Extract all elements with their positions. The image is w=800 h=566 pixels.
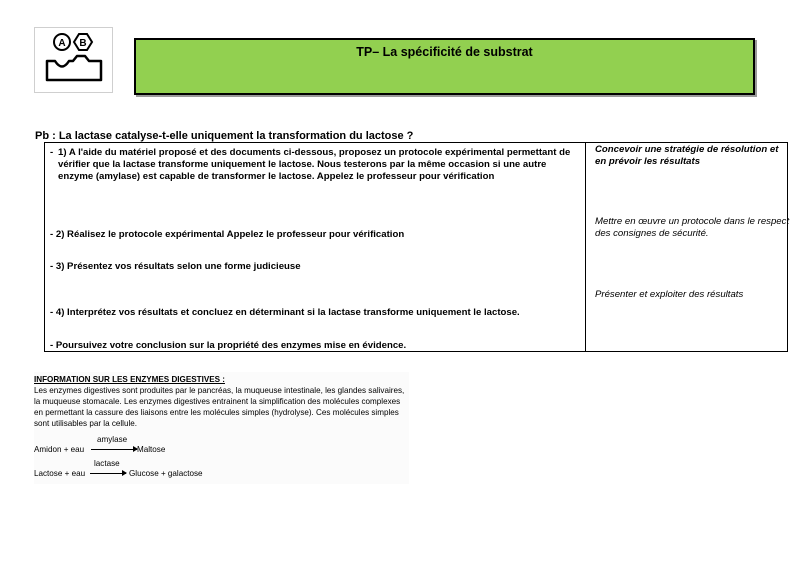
task-1-text: 1) A l'aide du matériel proposé et des documents ci-dessous, proposez un protocole expérimental permettant de vérifier que la lactase transforme uniquement le lactose. Nous testerons par la même occasion si une autre enzyme (amylase) est capable de transformer le lactose. Appelez le professeur pour vérification	[58, 147, 571, 182]
reaction-2-products: Glucose + galactose	[129, 469, 203, 478]
task-5: - Poursuivez votre conclusion sur la propriété des enzymes mise en évidence.	[50, 340, 407, 351]
task-2: - 2) Réalisez le protocole expérimental Appelez le professeur pour vérification	[50, 229, 405, 240]
reaction-1-products: Maltose	[137, 445, 166, 454]
enzyme-info-box	[34, 372, 409, 484]
title-banner	[134, 38, 755, 95]
task-3: - 3) Présentez vos résultats selon une forme judicieuse	[50, 261, 301, 272]
enzyme-substrate-icon	[35, 28, 112, 92]
competence-1: Concevoir une stratégie de résolution et en prévoir les résultats	[595, 144, 779, 167]
reaction-2-arrow	[90, 473, 126, 474]
reaction-2-reactants: Lactose + eau	[34, 469, 86, 478]
tasks-column	[45, 143, 586, 352]
reaction-1-reactants: Amidon + eau	[34, 445, 85, 454]
competence-2: Mettre en œuvre un protocole dans le respect des consignes de sécurité.	[595, 216, 790, 239]
info-body: Les enzymes digestives sont produites par le pancréas, la muqueuse intestinale, les glandes salivaires, la muqueuse stomacale. Les enzymes digestives entrainent la simplification des molécules complexes en permettant la cassure des liaisons entre les molécules simples (hydrolyse). Ces molécules simples sont utilisables par la cellule.	[34, 386, 405, 428]
info-heading: INFORMATION SUR LES ENZYMES DIGESTIVES :	[34, 375, 225, 384]
enzyme-logo	[34, 27, 113, 93]
page-title: TP– La spécificité de substrat	[356, 45, 533, 59]
task-table	[44, 142, 788, 352]
task-1: - 1) A l'aide du matériel proposé et des documents ci-dessous, proposez un protocole expérimental permettant de vérifier que la lactase transforme uniquement le lactose. Nous testerons par la même occasion si une autre enzyme (amylase) est capable de transformer le lactose. Appelez le professeur pour vérification	[50, 147, 578, 183]
reaction-2-enzyme: lactase	[94, 459, 120, 468]
task-4: - 4) Interprétez vos résultats et concluez en déterminant si la lactase transforme uniquement le lactose.	[50, 307, 520, 318]
reaction-1-enzyme: amylase	[97, 435, 128, 444]
logo-letter-a: A	[58, 38, 66, 49]
problem-statement: Pb : La lactase catalyse-t-elle uniquement la transformation du lactose ?	[35, 130, 414, 142]
competence-3: Présenter et exploiter des résultats	[595, 289, 744, 300]
competences-column	[586, 143, 788, 352]
reaction-1-arrow	[91, 449, 137, 450]
logo-letter-b: B	[79, 38, 87, 49]
